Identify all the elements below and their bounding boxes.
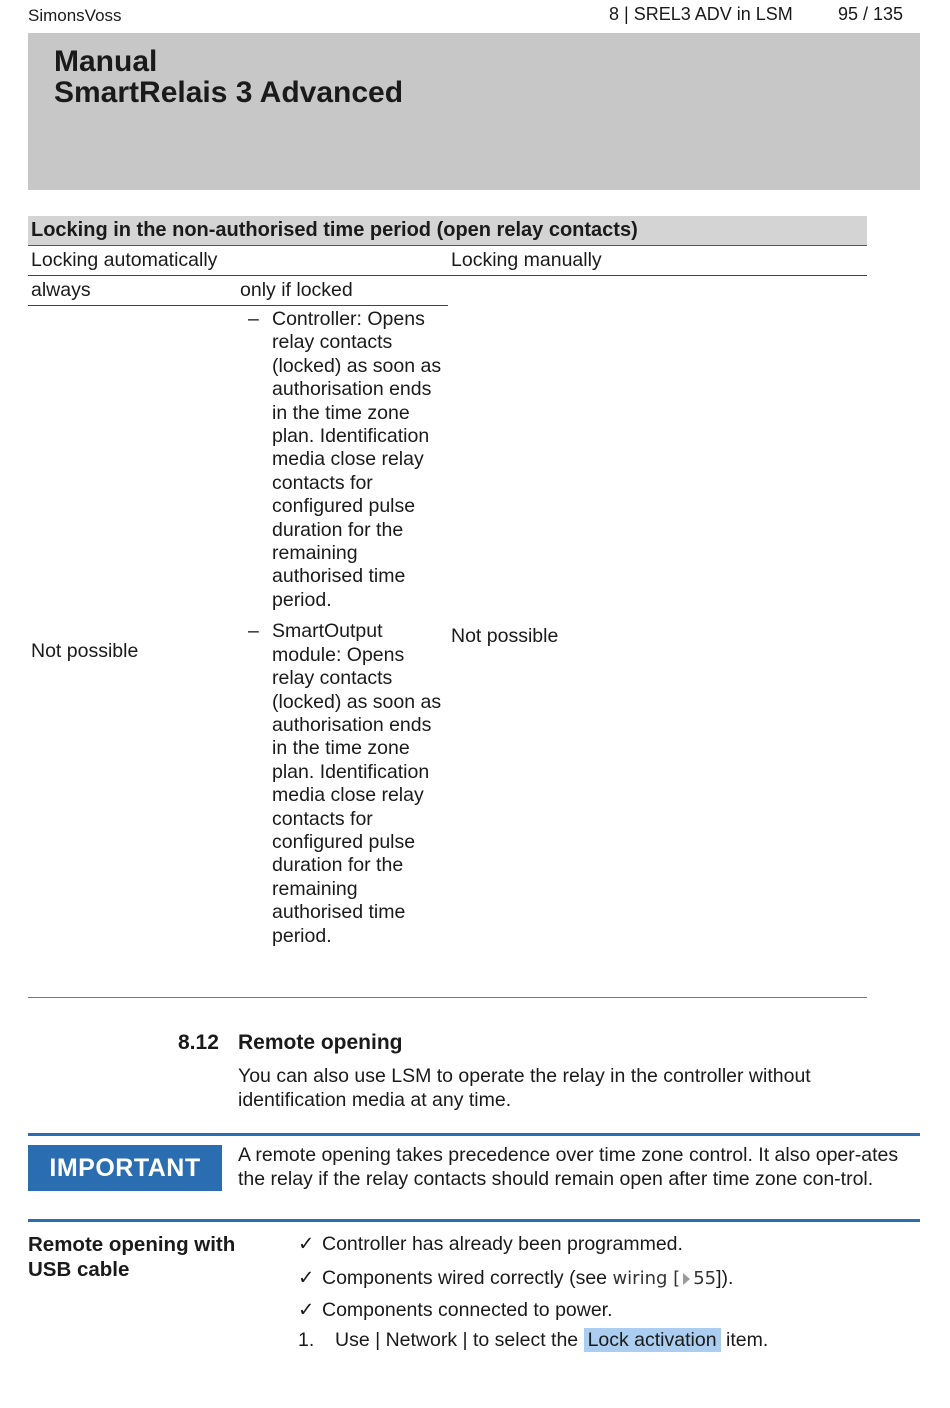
subheader-only-if-locked: only if locked	[240, 279, 353, 301]
step-item	[298, 1329, 768, 1352]
list-item	[248, 308, 448, 612]
col-header-manual: Locking manually	[451, 249, 602, 271]
section-title: Remote opening	[238, 1031, 403, 1054]
page-ref-arrow-icon	[683, 1273, 690, 1285]
lock-activation-highlight: Lock activation	[584, 1328, 721, 1352]
table-caption-row	[28, 216, 867, 246]
prerequisite-text: Components connected to power.	[322, 1299, 613, 1321]
prerequisite-item	[298, 1232, 683, 1256]
table-rule	[28, 305, 448, 306]
page-number: 95 / 135	[838, 4, 904, 24]
always-value: Not possible	[31, 640, 139, 662]
subheader-always: always	[31, 279, 91, 301]
list-item-text: Controller: Opens relay contacts (locked) as soon as authorisation ends in the time zone plan. Identification media close relay contacts for configured pulse duration for the remaining authorised time period.	[272, 308, 442, 611]
wiring-link[interactable]: wiring [ 55	[612, 1268, 717, 1289]
section-body: You can also use LSM to operate the relay in the controller without identification media at any time.	[238, 1065, 811, 1111]
locked-behaviour-list	[248, 308, 448, 956]
title-band	[28, 33, 920, 190]
prerequisite-item	[298, 1266, 733, 1290]
list-item	[248, 620, 448, 948]
checkmark-icon: ✓	[298, 1267, 315, 1289]
checkmark-icon: ✓	[298, 1299, 315, 1321]
manual-value: Not possible	[451, 625, 559, 647]
col-header-automatic: Locking automatically	[31, 249, 218, 271]
step-text: Use | Network | to select the	[335, 1329, 579, 1351]
section-number: 8.12	[178, 1031, 219, 1054]
important-top-rule	[28, 1133, 920, 1136]
brand-name: SimonsVoss	[28, 6, 122, 25]
dash-bullet: –	[248, 620, 259, 643]
checkmark-icon: ✓	[298, 1233, 315, 1255]
chapter-label: 8 | SREL3 ADV in LSM	[609, 4, 793, 24]
important-badge: IMPORTANT	[28, 1145, 222, 1191]
table-caption: Locking in the non-authorised time period (open relay contacts)	[31, 219, 638, 241]
table-bottom-rule	[28, 997, 867, 998]
list-item-text: SmartOutput module: Opens relay contacts (locked) as soon as authorisation ends in the time zone plan. Identification media close relay contacts for configured pulse duration for the remaining authorised time period.	[272, 620, 442, 947]
prerequisite-text: Controller has already been programmed.	[322, 1233, 683, 1255]
prerequisite-item	[298, 1298, 613, 1322]
step-number: 1.	[298, 1329, 315, 1351]
important-bottom-rule	[28, 1219, 920, 1222]
prerequisite-text: Components wired correctly (see	[322, 1267, 608, 1289]
usb-heading: Remote opening with USB cable	[28, 1233, 236, 1281]
product-title: SmartRelais 3 Advanced	[54, 76, 404, 109]
dash-bullet: –	[248, 308, 259, 330]
table-rule	[28, 275, 867, 276]
important-text: A remote opening takes precedence over time zone control. It also oper-ates the relay if the relay contacts should remain open after time zone con-trol.	[238, 1144, 899, 1190]
manual-title: Manual	[54, 45, 158, 78]
link-close: ]).	[716, 1267, 734, 1289]
step-text-end: item.	[725, 1329, 769, 1351]
